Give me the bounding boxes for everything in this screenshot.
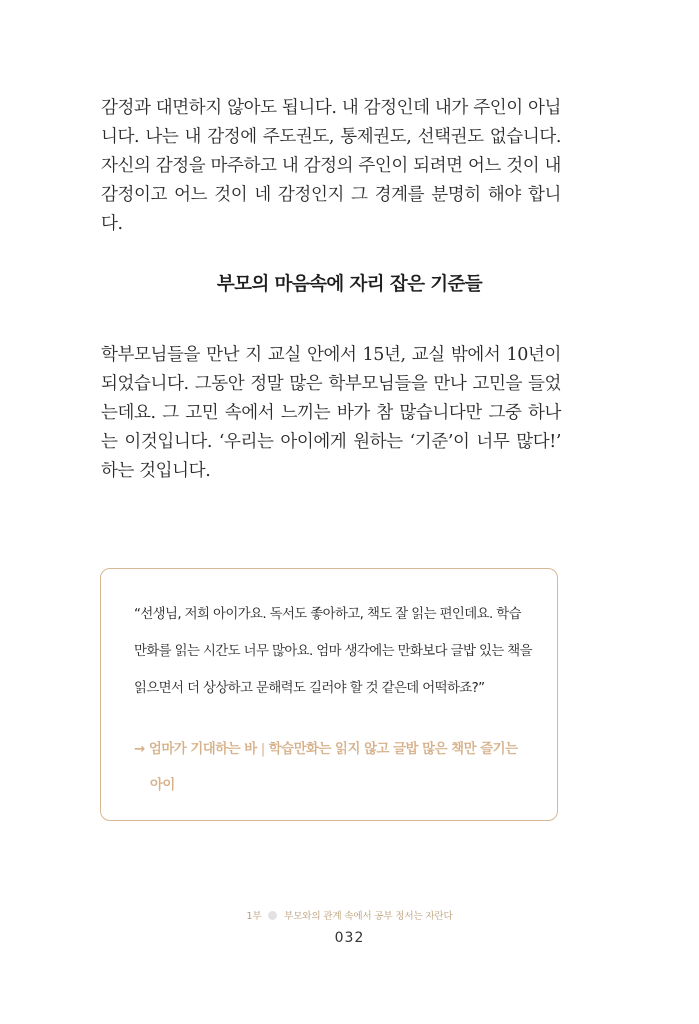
page-number: 032 bbox=[334, 930, 365, 946]
parent-quote: “선생님, 저희 아이가요. 독서도 좋아하고, 책도 잘 읽는 편인데요. 학습만화를 읽는 시간도 너무 많아요. 엄마 생각에는 만화보다 글밥 있는 책을 읽으면서 더 상상하고 문해력도 길러야 할 것 같은데 어떡하죠?” bbox=[134, 607, 532, 696]
quote-box bbox=[100, 568, 558, 821]
parent-expectation bbox=[134, 732, 534, 804]
chapter-title: 부모와의 관계 속에서 공부 정서는 자란다 bbox=[284, 911, 453, 922]
part-label: 1부 bbox=[246, 911, 262, 922]
section-heading: 부모의 마음속에 자리 잡은 기준들 bbox=[216, 274, 483, 295]
expectation-text-continued: 아이 bbox=[150, 778, 175, 793]
expectation-label: → 엄마가 기대하는 바 bbox=[134, 742, 257, 757]
body-paragraph-1: 감정과 대면하지 않아도 됩니다. 내 감정인데 내가 주인이 아닙니다. 나는 내 감정에 주도권도, 통제권도, 선택권도 없습니다. 자신의 감정을 마주하고 내 감정의 주인이 되려면 어느 것이 내 감정이고 어느 것이 네 감정인지 그 경계를 분명히 해야 합니다. bbox=[101, 98, 561, 234]
separator: | bbox=[260, 742, 265, 757]
dot-icon bbox=[268, 911, 277, 920]
body-paragraph-2: 학부모님들을 만난 지 교실 안에서 15년, 교실 밖에서 10년이 되었습니다. 그동안 정말 많은 학부모님들을 만나 고민을 들었는데요. 그 고민 속에서 느끼는 바가 참 많습니다만 그중 하나는 이것입니다. ‘우리는 아이에게 원하는 ‘기준’이 너무 많다!’ 하는 것입니다. bbox=[101, 345, 561, 481]
running-footer bbox=[0, 908, 699, 922]
expectation-text: 학습만화는 읽지 않고 글밥 많은 책만 즐기는 bbox=[268, 742, 518, 757]
